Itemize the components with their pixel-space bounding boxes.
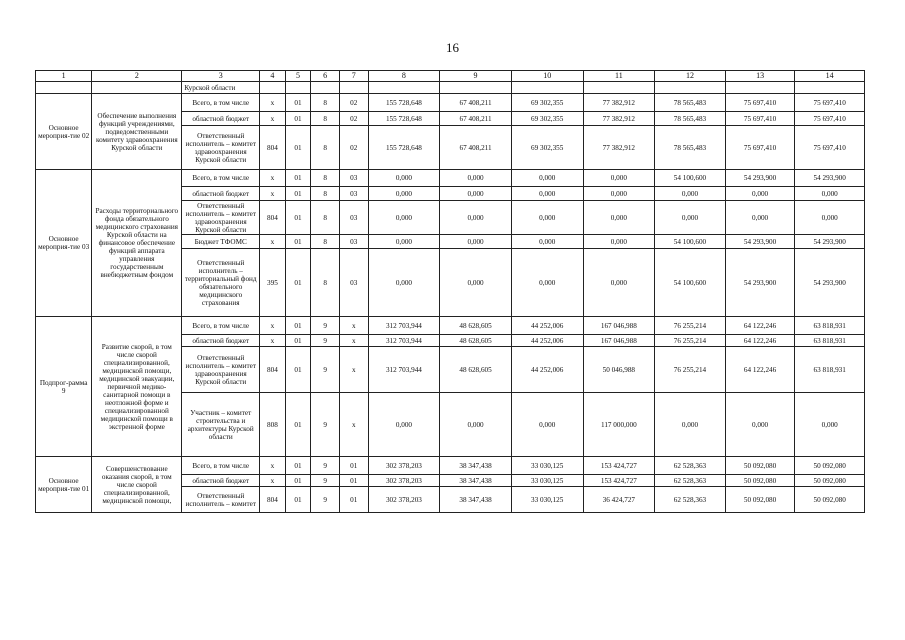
code-cell: 01 (285, 112, 311, 126)
amount-cell: 67 408,211 (440, 112, 512, 126)
amount-cell: 312 703,944 (368, 335, 440, 347)
amount-cell: 75 697,410 (725, 112, 795, 126)
amount-cell: 0,000 (725, 393, 795, 457)
amount-cell: 302 378,203 (368, 475, 440, 487)
amount-cell: 63 818,931 (795, 335, 865, 347)
amount-cell: 167 046,988 (583, 335, 655, 347)
code-cell: 804 (260, 201, 286, 235)
column-header: 1 (36, 71, 92, 82)
code-cell: х (260, 457, 286, 475)
amount-cell: 75 697,410 (725, 94, 795, 112)
funding-source-cell: Всего, в том числе (182, 170, 260, 187)
amount-cell: 0,000 (795, 187, 865, 201)
amount-cell: 117 000,000 (583, 393, 655, 457)
amount-cell: 155 728,648 (368, 112, 440, 126)
column-header: 9 (440, 71, 512, 82)
code-cell: 395 (260, 249, 286, 317)
code-cell: 8 (311, 187, 340, 201)
amount-cell: 77 382,912 (583, 112, 655, 126)
funding-source-cell: областной бюджет (182, 335, 260, 347)
group-description-cell: Обеспечение выполнения функций учреждениями, подведомственными комитету здравоохранения Курской области (92, 94, 182, 170)
amount-cell: 153 424,727 (583, 475, 655, 487)
amount-cell: 0,000 (511, 393, 583, 457)
amount-cell: 67 408,211 (440, 126, 512, 170)
amount-cell: 0,000 (511, 187, 583, 201)
amount-cell: 54 293,900 (795, 235, 865, 249)
table-cell (311, 82, 340, 94)
amount-cell: 48 628,605 (440, 335, 512, 347)
amount-cell: 62 528,363 (655, 457, 726, 475)
page-number: 16 (446, 40, 459, 55)
code-cell: 9 (311, 317, 340, 335)
amount-cell: 38 347,438 (440, 487, 512, 513)
table-row (36, 457, 865, 475)
code-cell: 03 (339, 170, 368, 187)
carry-cell: Курской области (182, 82, 260, 94)
code-cell: х (260, 317, 286, 335)
code-cell: х (339, 335, 368, 347)
code-cell: х (260, 94, 286, 112)
code-cell: 804 (260, 126, 286, 170)
table-cell (36, 82, 92, 94)
column-header: 13 (725, 71, 795, 82)
amount-cell: 0,000 (440, 170, 512, 187)
code-cell: 01 (285, 335, 311, 347)
amount-cell: 36 424,727 (583, 487, 655, 513)
amount-cell: 0,000 (511, 170, 583, 187)
code-cell: 01 (285, 94, 311, 112)
code-cell: 9 (311, 457, 340, 475)
amount-cell: 155 728,648 (368, 94, 440, 112)
amount-cell: 62 528,363 (655, 475, 726, 487)
amount-cell: 69 302,355 (511, 112, 583, 126)
group-name-cell: Основное мероприя-тие 02 (36, 94, 92, 170)
amount-cell: 78 565,483 (655, 126, 726, 170)
table-cell (92, 82, 182, 94)
amount-cell: 50 092,080 (725, 457, 795, 475)
amount-cell: 0,000 (511, 235, 583, 249)
amount-cell: 69 302,355 (511, 94, 583, 112)
code-cell: 03 (339, 201, 368, 235)
code-cell: 9 (311, 335, 340, 347)
code-cell: 01 (285, 249, 311, 317)
table-cell (285, 82, 311, 94)
amount-cell: 0,000 (440, 201, 512, 235)
amount-cell: 62 528,363 (655, 487, 726, 513)
amount-cell: 312 703,944 (368, 347, 440, 393)
amount-cell: 50 092,080 (795, 487, 865, 513)
code-cell: 01 (285, 347, 311, 393)
funding-source-cell: Ответственный исполнитель – комитет здравоохранения Курской области (182, 347, 260, 393)
amount-cell: 0,000 (583, 170, 655, 187)
amount-cell: 0,000 (655, 201, 726, 235)
amount-cell: 0,000 (583, 235, 655, 249)
code-cell: 03 (339, 249, 368, 317)
funding-source-cell: Ответственный исполнитель – комитет здравоохранения Курской области (182, 201, 260, 235)
code-cell: 01 (285, 126, 311, 170)
funding-source-cell: Ответственный исполнитель – комитет (182, 487, 260, 513)
code-cell: 01 (339, 457, 368, 475)
amount-cell: 0,000 (440, 187, 512, 201)
column-header: 2 (92, 71, 182, 82)
amount-cell: 50 046,988 (583, 347, 655, 393)
amount-cell: 33 030,125 (511, 475, 583, 487)
amount-cell: 312 703,944 (368, 317, 440, 335)
column-header: 7 (339, 71, 368, 82)
code-cell: 01 (285, 487, 311, 513)
table-cell (368, 82, 440, 94)
column-header: 8 (368, 71, 440, 82)
funding-source-cell: Всего, в том числе (182, 317, 260, 335)
table-body (36, 82, 865, 513)
amount-cell: 48 628,605 (440, 317, 512, 335)
amount-cell: 50 092,080 (725, 475, 795, 487)
amount-cell: 0,000 (795, 393, 865, 457)
table-cell (583, 82, 655, 94)
funding-source-cell: Ответственный исполнитель – комитет здравоохранения Курской области (182, 126, 260, 170)
table-row (36, 317, 865, 335)
amount-cell: 0,000 (655, 187, 726, 201)
group-description-cell: Развитие скорой, в том числе скорой специализированной, медицинской помощи, медицинской эвакуации, первичной медико-санитарной помощи в неотложной форме и специализированной медицинской помощи в экстренной форме (92, 317, 182, 457)
amount-cell: 0,000 (583, 187, 655, 201)
amount-cell: 44 252,006 (511, 347, 583, 393)
column-header: 5 (285, 71, 311, 82)
amount-cell: 54 293,900 (795, 249, 865, 317)
code-cell: 8 (311, 201, 340, 235)
amount-cell: 0,000 (795, 201, 865, 235)
code-cell: 02 (339, 126, 368, 170)
code-cell: 9 (311, 393, 340, 457)
amount-cell: 167 046,988 (583, 317, 655, 335)
amount-cell: 302 378,203 (368, 457, 440, 475)
table-cell (440, 82, 512, 94)
amount-cell: 54 100,600 (655, 170, 726, 187)
amount-cell: 33 030,125 (511, 457, 583, 475)
amount-cell: 78 565,483 (655, 112, 726, 126)
amount-cell: 155 728,648 (368, 126, 440, 170)
column-header: 4 (260, 71, 286, 82)
funding-source-cell: Ответственный исполнитель – территориальный фонд обязательного медицинского страхования (182, 249, 260, 317)
funding-source-cell: областной бюджет (182, 475, 260, 487)
amount-cell: 54 293,900 (725, 235, 795, 249)
code-cell: х (339, 317, 368, 335)
code-cell: 02 (339, 94, 368, 112)
table-cell (795, 82, 865, 94)
amount-cell: 0,000 (368, 235, 440, 249)
budget-table (35, 70, 865, 513)
amount-cell: 38 347,438 (440, 457, 512, 475)
code-cell: 8 (311, 235, 340, 249)
code-cell: 8 (311, 94, 340, 112)
amount-cell: 77 382,912 (583, 126, 655, 170)
amount-cell: 44 252,006 (511, 335, 583, 347)
code-cell: 01 (339, 475, 368, 487)
amount-cell: 64 122,246 (725, 347, 795, 393)
amount-cell: 0,000 (655, 393, 726, 457)
amount-cell: 50 092,080 (795, 475, 865, 487)
amount-cell: 54 100,600 (655, 249, 726, 317)
amount-cell: 0,000 (725, 201, 795, 235)
column-header: 3 (182, 71, 260, 82)
amount-cell: 63 818,931 (795, 347, 865, 393)
code-cell: 8 (311, 249, 340, 317)
code-cell: х (260, 475, 286, 487)
code-cell: 01 (285, 393, 311, 457)
funding-source-cell: Бюджет ТФОМС (182, 235, 260, 249)
group-description-cell: Совершенствование оказания скорой, в том числе скорой специализированной, медицинской помощи, (92, 457, 182, 513)
column-header: 12 (655, 71, 726, 82)
amount-cell: 76 255,214 (655, 335, 726, 347)
code-cell: 01 (285, 187, 311, 201)
carry-row (36, 82, 865, 94)
amount-cell: 54 293,900 (725, 170, 795, 187)
amount-cell: 75 697,410 (795, 94, 865, 112)
amount-cell: 0,000 (440, 235, 512, 249)
amount-cell: 0,000 (440, 249, 512, 317)
code-cell: 01 (285, 235, 311, 249)
code-cell: х (260, 235, 286, 249)
amount-cell: 38 347,438 (440, 475, 512, 487)
table-cell (511, 82, 583, 94)
funding-source-cell: Участник – комитет строительства и архитектуры Курской области (182, 393, 260, 457)
group-name-cell: Основное мероприя-тие 01 (36, 457, 92, 513)
amount-cell: 64 122,246 (725, 335, 795, 347)
code-cell: 808 (260, 393, 286, 457)
code-cell: 02 (339, 112, 368, 126)
amount-cell: 78 565,483 (655, 94, 726, 112)
amount-cell: 50 092,080 (795, 457, 865, 475)
amount-cell: 75 697,410 (795, 126, 865, 170)
code-cell: 01 (285, 475, 311, 487)
header-row (36, 71, 865, 82)
amount-cell: 76 255,214 (655, 347, 726, 393)
amount-cell: 67 408,211 (440, 94, 512, 112)
amount-cell: 54 293,900 (795, 170, 865, 187)
column-header: 11 (583, 71, 655, 82)
amount-cell: 0,000 (368, 249, 440, 317)
table-cell (655, 82, 726, 94)
amount-cell: 75 697,410 (795, 112, 865, 126)
amount-cell: 0,000 (583, 249, 655, 317)
amount-cell: 0,000 (368, 201, 440, 235)
funding-source-cell: Всего, в том числе (182, 457, 260, 475)
amount-cell: 0,000 (368, 393, 440, 457)
amount-cell: 0,000 (368, 170, 440, 187)
code-cell: 9 (311, 475, 340, 487)
amount-cell: 0,000 (440, 393, 512, 457)
amount-cell: 54 293,900 (725, 249, 795, 317)
amount-cell: 75 697,410 (725, 126, 795, 170)
code-cell: 01 (285, 201, 311, 235)
amount-cell: 64 122,246 (725, 317, 795, 335)
amount-cell: 302 378,203 (368, 487, 440, 513)
funding-source-cell: областной бюджет (182, 187, 260, 201)
code-cell: 01 (339, 487, 368, 513)
code-cell: х (260, 187, 286, 201)
amount-cell: 76 255,214 (655, 317, 726, 335)
amount-cell: 0,000 (725, 187, 795, 201)
amount-cell: 153 424,727 (583, 457, 655, 475)
code-cell: х (339, 393, 368, 457)
code-cell: х (260, 112, 286, 126)
table-row (36, 94, 865, 112)
code-cell: х (260, 335, 286, 347)
funding-source-cell: областной бюджет (182, 112, 260, 126)
group-name-cell: Основное мероприя-тие 03 (36, 170, 92, 317)
code-cell: 8 (311, 112, 340, 126)
code-cell: 8 (311, 170, 340, 187)
code-cell: 804 (260, 487, 286, 513)
amount-cell: 54 100,600 (655, 235, 726, 249)
amount-cell: 44 252,006 (511, 317, 583, 335)
amount-cell: 0,000 (583, 201, 655, 235)
amount-cell: 0,000 (368, 187, 440, 201)
code-cell: 03 (339, 235, 368, 249)
group-description-cell: Расходы территориального фонда обязательного медицинского страхования Курской области на финансовое обеспечение функций аппарата управления государственным внебюджетным фондом (92, 170, 182, 317)
code-cell: 01 (285, 170, 311, 187)
code-cell: х (339, 347, 368, 393)
table-cell (725, 82, 795, 94)
group-name-cell: Подпрог-рамма 9 (36, 317, 92, 457)
column-header: 14 (795, 71, 865, 82)
table-cell (260, 82, 286, 94)
table-row (36, 170, 865, 187)
funding-source-cell: Всего, в том числе (182, 94, 260, 112)
code-cell: 9 (311, 487, 340, 513)
column-header: 10 (511, 71, 583, 82)
amount-cell: 77 382,912 (583, 94, 655, 112)
amount-cell: 33 030,125 (511, 487, 583, 513)
amount-cell: 0,000 (511, 201, 583, 235)
code-cell: х (260, 170, 286, 187)
amount-cell: 69 302,355 (511, 126, 583, 170)
amount-cell: 0,000 (511, 249, 583, 317)
amount-cell: 63 818,931 (795, 317, 865, 335)
code-cell: 03 (339, 187, 368, 201)
amount-cell: 50 092,080 (725, 487, 795, 513)
amount-cell: 48 628,605 (440, 347, 512, 393)
code-cell: 01 (285, 457, 311, 475)
column-header: 6 (311, 71, 340, 82)
table-cell (339, 82, 368, 94)
code-cell: 804 (260, 347, 286, 393)
code-cell: 01 (285, 317, 311, 335)
code-cell: 8 (311, 126, 340, 170)
code-cell: 9 (311, 347, 340, 393)
